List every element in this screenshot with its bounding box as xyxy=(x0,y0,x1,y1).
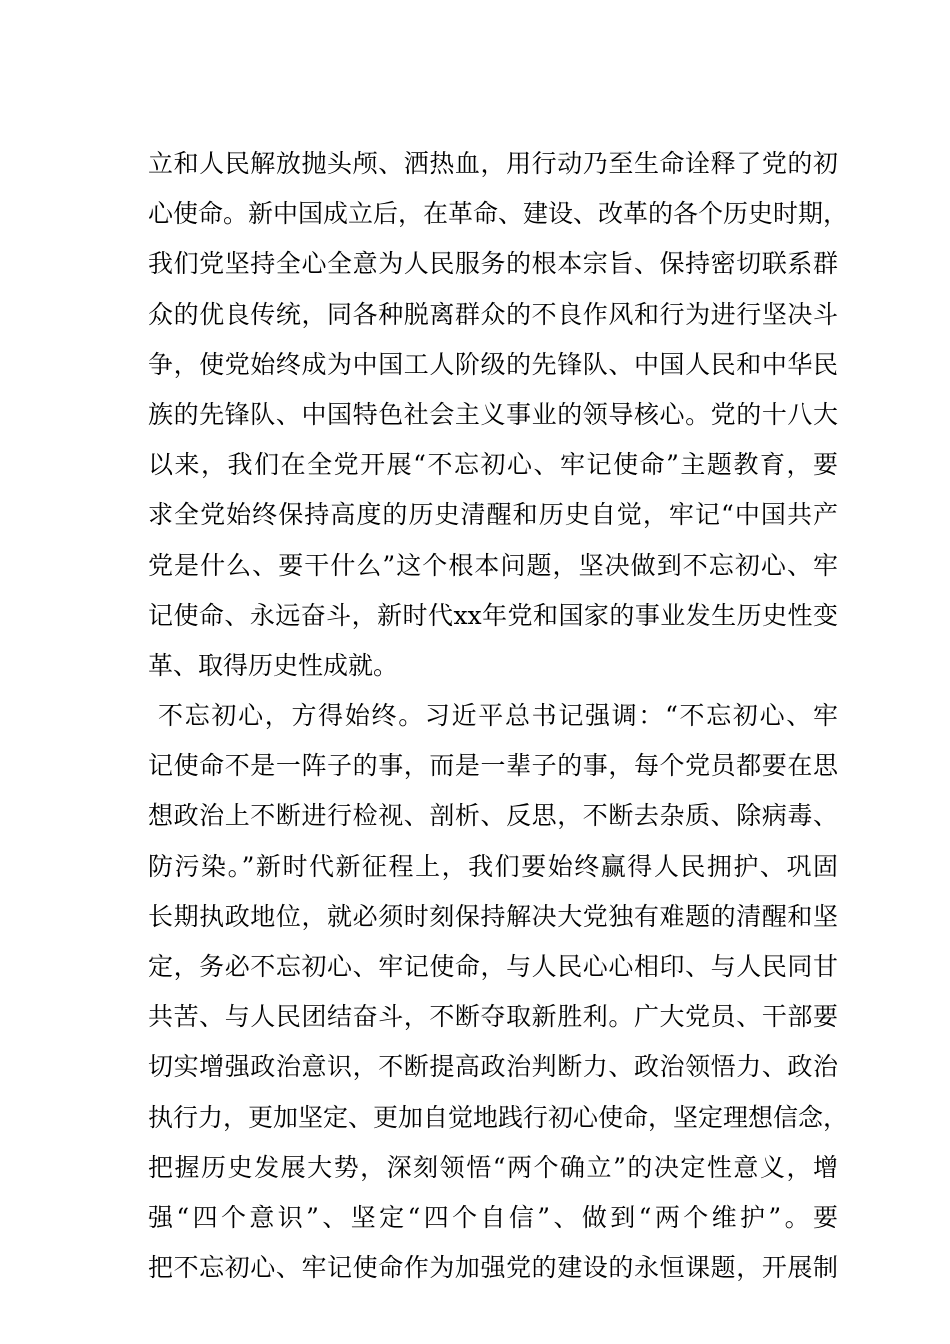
text-line: 众的优良传统，同各种脱离群众的不良作风和行为进行坚决斗 xyxy=(148,299,838,329)
text-line: 争，使党始终成为中国工人阶级的先锋队、中国人民和中华民 xyxy=(148,349,838,379)
text-line: 不忘初心，方得始终。习近平总书记强调：“不忘初心、牢 xyxy=(158,701,838,731)
text-line: 长期执政地位，就必须时刻保持解决大党独有难题的清醒和坚 xyxy=(148,901,838,931)
text-line: 防污染。”新时代新征程上，我们要始终赢得人民拥护、巩固 xyxy=(148,851,838,881)
text-line: 共苦、与人民团结奋斗，不断夺取新胜利。广大党员、干部要 xyxy=(148,1002,838,1032)
text-line: 党是什么、要干什么”这个根本问题，坚决做到不忘初心、牢 xyxy=(148,550,838,580)
text-line: 执行力，更加坚定、更加自觉地践行初心使命，坚定理想信念， xyxy=(148,1102,849,1132)
text-line: 革、取得历史性成就。 xyxy=(148,650,399,680)
text-line: 想政治上不断进行检视、剖析、反思，不断去杂质、除病毒、 xyxy=(148,801,838,831)
text-line: 记使命、永远奋斗，新时代xx年党和国家的事业发生历史性变 xyxy=(148,600,838,630)
text-line: 定，务必不忘初心、牢记使命，与人民心心相印、与人民同甘 xyxy=(148,952,838,981)
document-body xyxy=(148,139,849,1293)
text-line: 心使命。新中国成立后，在革命、建设、改革的各个历史时期， xyxy=(148,199,849,229)
text-line: 把不忘初心、牢记使命作为加强党的建设的永恒课题，开展制 xyxy=(148,1253,838,1283)
text-line: 立和人民解放抛头颅、洒热血，用行动乃至生命诠释了党的初 xyxy=(148,149,838,178)
text-line: 求全党始终保持高度的历史清醒和历史自觉，牢记“中国共产 xyxy=(148,500,838,530)
paragraph-2 xyxy=(148,691,849,1293)
text-line: 把握历史发展大势，深刻领悟“两个确立”的决定性意义，增 xyxy=(148,1152,838,1182)
text-line: 强“四个意识”、坚定“四个自信”、做到“两个维护”。要 xyxy=(148,1202,838,1232)
text-line: 记使命不是一阵子的事，而是一辈子的事，每个党员都要在思 xyxy=(148,751,838,781)
text-line: 族的先锋队、中国特色社会主义事业的领导核心。党的十八大 xyxy=(148,399,838,429)
text-line: 我们党坚持全心全意为人民服务的根本宗旨、保持密切联系群 xyxy=(148,249,838,279)
text-line: 以来，我们在全党开展“不忘初心、牢记使命”主题教育，要 xyxy=(148,450,838,480)
paragraph-1 xyxy=(148,139,849,691)
text-line: 切实增强政治意识，不断提高政治判断力、政治领悟力、政治 xyxy=(148,1052,838,1082)
